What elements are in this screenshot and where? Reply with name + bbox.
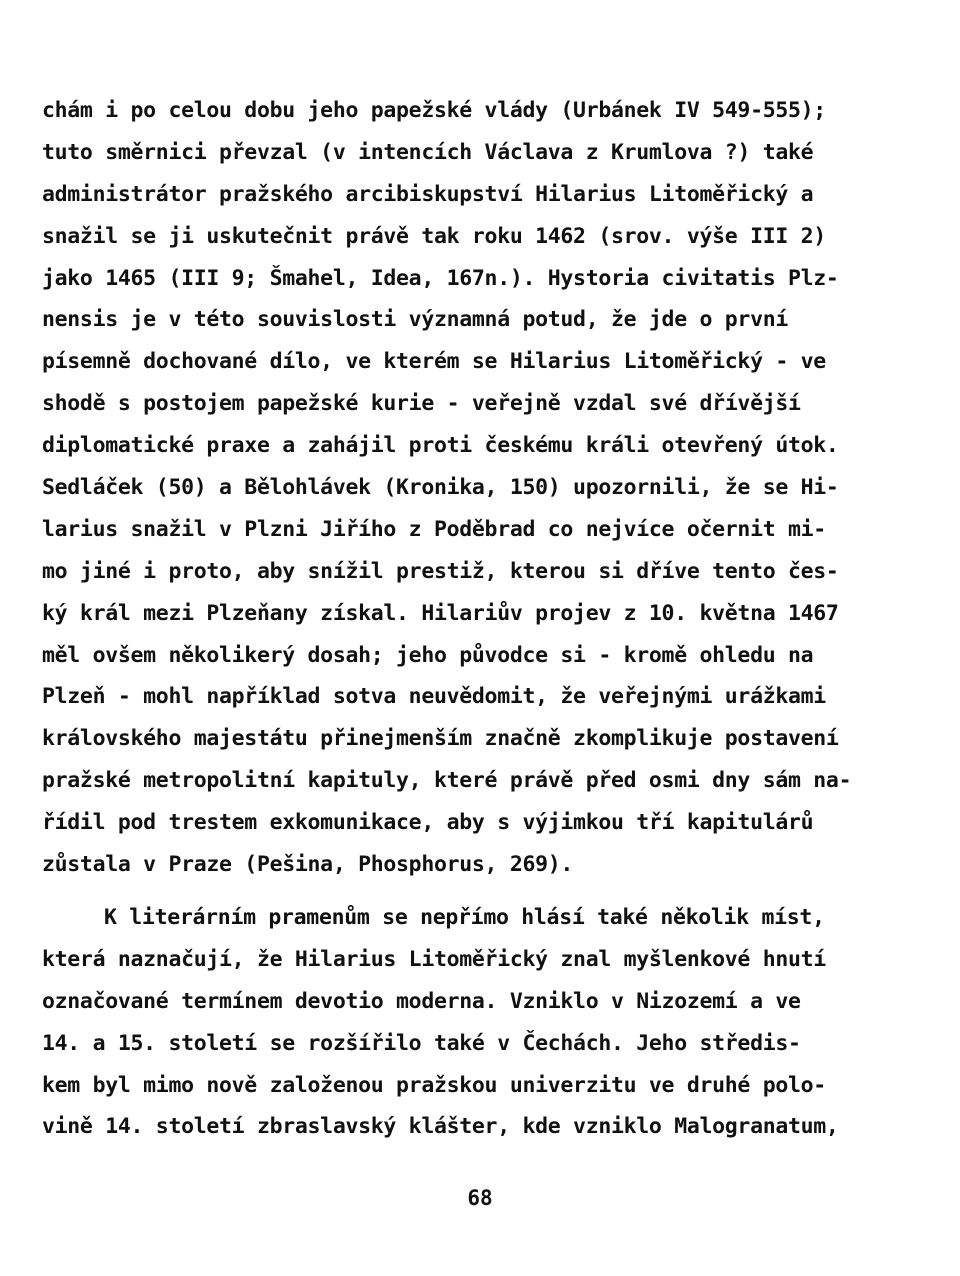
- text-line: která naznačují, že Hilarius Litoměřický znal myšlenkové hnutí: [42, 946, 826, 972]
- text-line: označované termínem devotio moderna. Vzniklo v Nizozemí a ve: [42, 988, 801, 1014]
- text-line: shodě s postojem papežské kurie - veřejně vzdal své dřívější: [42, 391, 801, 417]
- text-line: jako 1465 (III 9; Šmahel, Idea, 167n.). Hystoria civitatis Plz-: [42, 265, 839, 291]
- text-line: zůstala v Praze (Pešina, Phosphorus, 269).: [42, 852, 574, 878]
- paragraph-2: [42, 897, 922, 1148]
- page-number: 68: [467, 1186, 493, 1210]
- text-line: nensis je v této souvislosti významná potud, že jde o první: [42, 307, 789, 333]
- text-line: larius snažil v Plzni Jiřího z Poděbrad co nejvíce očernit mi-: [42, 516, 826, 542]
- text-line: vině 14. století zbraslavský klášter, kde vzniklo Malogranatum,: [42, 1114, 839, 1140]
- text-line: K literárním pramenům se nepřímo hlásí také několik míst,: [104, 905, 825, 930]
- text-line: Sedláček (50) a Bělohlávek (Kronika, 150) upozornili, že se Hi-: [42, 475, 839, 501]
- text-line: královského majestátu přinejmenším značně zkomplikuje postavení: [42, 726, 839, 752]
- text-line: měl ovšem několikerý dosah; jeho původce si - kromě ohledu na: [42, 642, 814, 668]
- text-line: pražské metropolitní kapituly, které právě před osmi dny sám na-: [42, 768, 852, 794]
- text-line: tuto směrnici převzal (v intencích Václava z Krumlova ?) také: [42, 139, 814, 165]
- text-line: Plzeň - mohl například sotva neuvědomit, že veřejnými urážkami: [42, 684, 826, 710]
- paragraph-1: [42, 90, 922, 886]
- text-line: chám i po celou dobu jeho papežské vlády (Urbánek IV 549-555);: [42, 98, 826, 123]
- text-line: řídil pod trestem exkomunikace, aby s výjimkou tří kapitulárů: [42, 810, 814, 836]
- text-line: administrátor pražského arcibiskupství Hilarius Litoměřický a: [42, 181, 814, 207]
- text-line: kem byl mimo nově založenou pražskou univerzitu ve druhé polo-: [42, 1072, 826, 1098]
- text-line: 14. a 15. století se rozšířilo také v Čechách. Jeho středis-: [42, 1030, 801, 1056]
- text-line: mo jiné i proto, aby snížil prestiž, kterou si dříve tento čes-: [42, 558, 839, 584]
- text-line: ký král mezi Plzeňany získal. Hilariův projev z 10. května 1467: [42, 600, 839, 626]
- text-line: diplomatické praxe a zahájil proti českému králi otevřený útok.: [42, 433, 839, 459]
- text-line: písemně dochované dílo, ve kterém se Hilarius Litoměřický - ve: [42, 349, 826, 375]
- text-line: snažil se ji uskutečnit právě tak roku 1462 (srov. výše III 2): [42, 223, 826, 249]
